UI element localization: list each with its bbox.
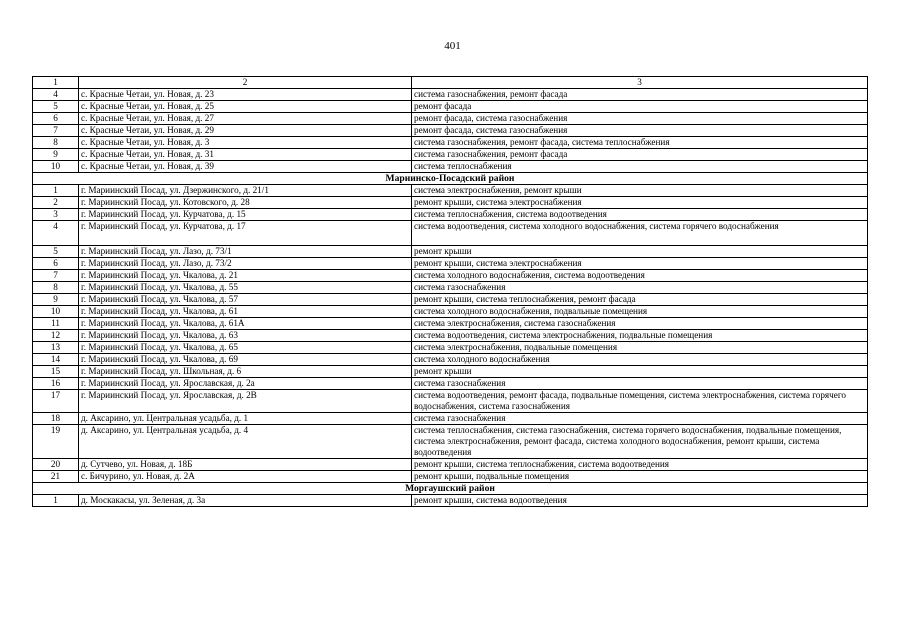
address-cell: г. Мариинский Посад, ул. Лазо, д. 73/1 bbox=[79, 246, 412, 258]
works-cell: система холодного водоснабжения, система водоотведения bbox=[412, 270, 868, 282]
address-cell: с. Красные Четаи, ул. Новая, д. 31 bbox=[79, 149, 412, 161]
works-cell: система газоснабжения bbox=[412, 378, 868, 390]
row-number: 12 bbox=[33, 330, 79, 342]
table-row bbox=[33, 342, 868, 354]
works-cell: система электроснабжения, ремонт крыши bbox=[412, 185, 868, 197]
table-row bbox=[33, 425, 868, 459]
table-row bbox=[33, 101, 868, 113]
works-cell: ремонт крыши, подвальные помещения bbox=[412, 471, 868, 483]
district-heading-row bbox=[33, 173, 868, 185]
table-row bbox=[33, 161, 868, 173]
works-cell: система теплоснабжения bbox=[412, 161, 868, 173]
table-row bbox=[33, 258, 868, 270]
header-cell-2: 2 bbox=[79, 77, 412, 89]
table-row bbox=[33, 294, 868, 306]
works-cell: система газоснабжения, ремонт фасада, система теплоснабжения bbox=[412, 137, 868, 149]
row-number: 16 bbox=[33, 378, 79, 390]
row-number: 5 bbox=[33, 101, 79, 113]
table-row bbox=[33, 495, 868, 507]
row-number: 17 bbox=[33, 390, 79, 413]
row-number: 10 bbox=[33, 161, 79, 173]
district-heading: Моргаушский район bbox=[33, 483, 868, 495]
address-cell: д. Сутчево, ул. Новая, д. 18Б bbox=[79, 459, 412, 471]
row-number: 2 bbox=[33, 197, 79, 209]
row-number: 4 bbox=[33, 221, 79, 246]
table-row bbox=[33, 246, 868, 258]
works-table bbox=[32, 76, 868, 507]
district-heading: Мариинско-Посадский район bbox=[33, 173, 868, 185]
row-number: 8 bbox=[33, 137, 79, 149]
works-cell: ремонт крыши bbox=[412, 246, 868, 258]
works-cell: система теплоснабжения, система газоснабжения, система горячего водоснабжения, подвальные помещения, система электроснабжения, ремонт фасада, система холодного водоснабжения, ремонт крыши, система водоотведения bbox=[412, 425, 868, 459]
table-row bbox=[33, 270, 868, 282]
header-cell-3: 3 bbox=[412, 77, 868, 89]
table-row bbox=[33, 366, 868, 378]
works-cell: ремонт крыши, система теплоснабжения, система водоотведения bbox=[412, 459, 868, 471]
row-number: 7 bbox=[33, 125, 79, 137]
row-number: 11 bbox=[33, 318, 79, 330]
table-row bbox=[33, 378, 868, 390]
works-cell: система холодного водоснабжения, подвальные помещения bbox=[412, 306, 868, 318]
table-row bbox=[33, 89, 868, 101]
works-cell: ремонт крыши, система электроснабжения bbox=[412, 197, 868, 209]
address-cell: г. Мариинский Посад, ул. Лазо, д. 73/2 bbox=[79, 258, 412, 270]
address-cell: с. Красные Четаи, ул. Новая, д. 25 bbox=[79, 101, 412, 113]
row-number: 9 bbox=[33, 294, 79, 306]
table-row bbox=[33, 318, 868, 330]
row-number: 13 bbox=[33, 342, 79, 354]
row-number: 6 bbox=[33, 258, 79, 270]
row-number: 20 bbox=[33, 459, 79, 471]
address-cell: с. Бичурино, ул. Новая, д. 2А bbox=[79, 471, 412, 483]
row-number: 6 bbox=[33, 113, 79, 125]
row-number: 4 bbox=[33, 89, 79, 101]
address-cell: г. Мариинский Посад, ул. Курчатова, д. 17 bbox=[79, 221, 412, 246]
table-row bbox=[33, 185, 868, 197]
row-number: 8 bbox=[33, 282, 79, 294]
works-cell: ремонт крыши bbox=[412, 366, 868, 378]
works-cell: система электроснабжения, подвальные помещения bbox=[412, 342, 868, 354]
works-cell: система газоснабжения bbox=[412, 413, 868, 425]
address-cell: с. Красные Четаи, ул. Новая, д. 29 bbox=[79, 125, 412, 137]
row-number: 7 bbox=[33, 270, 79, 282]
table-row bbox=[33, 113, 868, 125]
address-cell: г. Мариинский Посад, ул. Чкалова, д. 57 bbox=[79, 294, 412, 306]
table-row bbox=[33, 209, 868, 221]
table-row bbox=[33, 282, 868, 294]
works-cell: ремонт фасада, система газоснабжения bbox=[412, 113, 868, 125]
row-number: 9 bbox=[33, 149, 79, 161]
page-number: 401 bbox=[444, 40, 461, 52]
works-cell: ремонт фасада bbox=[412, 101, 868, 113]
row-number: 3 bbox=[33, 209, 79, 221]
row-number: 15 bbox=[33, 366, 79, 378]
address-cell: г. Мариинский Посад, ул. Ярославская, д. 2В bbox=[79, 390, 412, 413]
row-number: 1 bbox=[33, 185, 79, 197]
works-cell: система газоснабжения, ремонт фасада bbox=[412, 89, 868, 101]
address-cell: г. Мариинский Посад, ул. Чкалова, д. 55 bbox=[79, 282, 412, 294]
address-cell: с. Красные Четаи, ул. Новая, д. 39 bbox=[79, 161, 412, 173]
works-cell: система водоотведения, ремонт фасада, подвальные помещения, система электроснабжения, система горячего водоснабжения, система газоснабжения bbox=[412, 390, 868, 413]
table-row bbox=[33, 459, 868, 471]
address-cell: с. Красные Четаи, ул. Новая, д. 27 bbox=[79, 113, 412, 125]
table-row bbox=[33, 330, 868, 342]
table-row bbox=[33, 471, 868, 483]
table-row bbox=[33, 137, 868, 149]
table-header-row bbox=[33, 77, 868, 89]
address-cell: г. Мариинский Посад, ул. Чкалова, д. 61А bbox=[79, 318, 412, 330]
address-cell: г. Мариинский Посад, ул. Чкалова, д. 61 bbox=[79, 306, 412, 318]
row-number: 21 bbox=[33, 471, 79, 483]
address-cell: с. Красные Четаи, ул. Новая, д. 23 bbox=[79, 89, 412, 101]
address-cell: г. Мариинский Посад, ул. Чкалова, д. 65 bbox=[79, 342, 412, 354]
row-number: 14 bbox=[33, 354, 79, 366]
address-cell: с. Красные Четаи, ул. Новая, д. 3 bbox=[79, 137, 412, 149]
address-cell: г. Мариинский Посад, ул. Чкалова, д. 69 bbox=[79, 354, 412, 366]
address-cell: г. Мариинский Посад, ул. Школьная, д. 6 bbox=[79, 366, 412, 378]
works-cell: система газоснабжения bbox=[412, 282, 868, 294]
header-cell-1: 1 bbox=[33, 77, 79, 89]
address-cell: д. Москакасы, ул. Зеленая, д. 3а bbox=[79, 495, 412, 507]
table-row bbox=[33, 197, 868, 209]
works-cell: система водоотведения, система холодного водоснабжения, система горячего водоснабжения bbox=[412, 221, 868, 246]
row-number: 1 bbox=[33, 495, 79, 507]
works-cell: система водоотведения, система электроснабжения, подвальные помещения bbox=[412, 330, 868, 342]
address-cell: г. Мариинский Посад, ул. Дзержинского, д. 21/1 bbox=[79, 185, 412, 197]
row-number: 10 bbox=[33, 306, 79, 318]
address-cell: г. Мариинский Посад, ул. Чкалова, д. 21 bbox=[79, 270, 412, 282]
works-cell: ремонт фасада, система газоснабжения bbox=[412, 125, 868, 137]
address-cell: г. Мариинский Посад, ул. Курчатова, д. 15 bbox=[79, 209, 412, 221]
works-cell: система теплоснабжения, система водоотведения bbox=[412, 209, 868, 221]
works-cell: система газоснабжения, ремонт фасада bbox=[412, 149, 868, 161]
works-cell: ремонт крыши, система электроснабжения bbox=[412, 258, 868, 270]
works-cell: система холодного водоснабжения bbox=[412, 354, 868, 366]
works-cell: система электроснабжения, система газоснабжения bbox=[412, 318, 868, 330]
works-cell: ремонт крыши, система теплоснабжения, ремонт фасада bbox=[412, 294, 868, 306]
table-row bbox=[33, 221, 868, 246]
address-cell: г. Мариинский Посад, ул. Котовского, д. 28 bbox=[79, 197, 412, 209]
row-number: 5 bbox=[33, 246, 79, 258]
row-number: 19 bbox=[33, 425, 79, 459]
table-row bbox=[33, 413, 868, 425]
works-cell: ремонт крыши, система водоотведения bbox=[412, 495, 868, 507]
address-cell: д. Аксарино, ул. Центральная усадьба, д. 1 bbox=[79, 413, 412, 425]
row-number: 18 bbox=[33, 413, 79, 425]
table-row bbox=[33, 125, 868, 137]
table-row bbox=[33, 149, 868, 161]
table-row bbox=[33, 390, 868, 413]
address-cell: г. Мариинский Посад, ул. Ярославская, д. 2а bbox=[79, 378, 412, 390]
district-heading-row bbox=[33, 483, 868, 495]
address-cell: г. Мариинский Посад, ул. Чкалова, д. 63 bbox=[79, 330, 412, 342]
address-cell: д. Аксарино, ул. Центральная усадьба, д. 4 bbox=[79, 425, 412, 459]
table-row bbox=[33, 306, 868, 318]
table-row bbox=[33, 354, 868, 366]
